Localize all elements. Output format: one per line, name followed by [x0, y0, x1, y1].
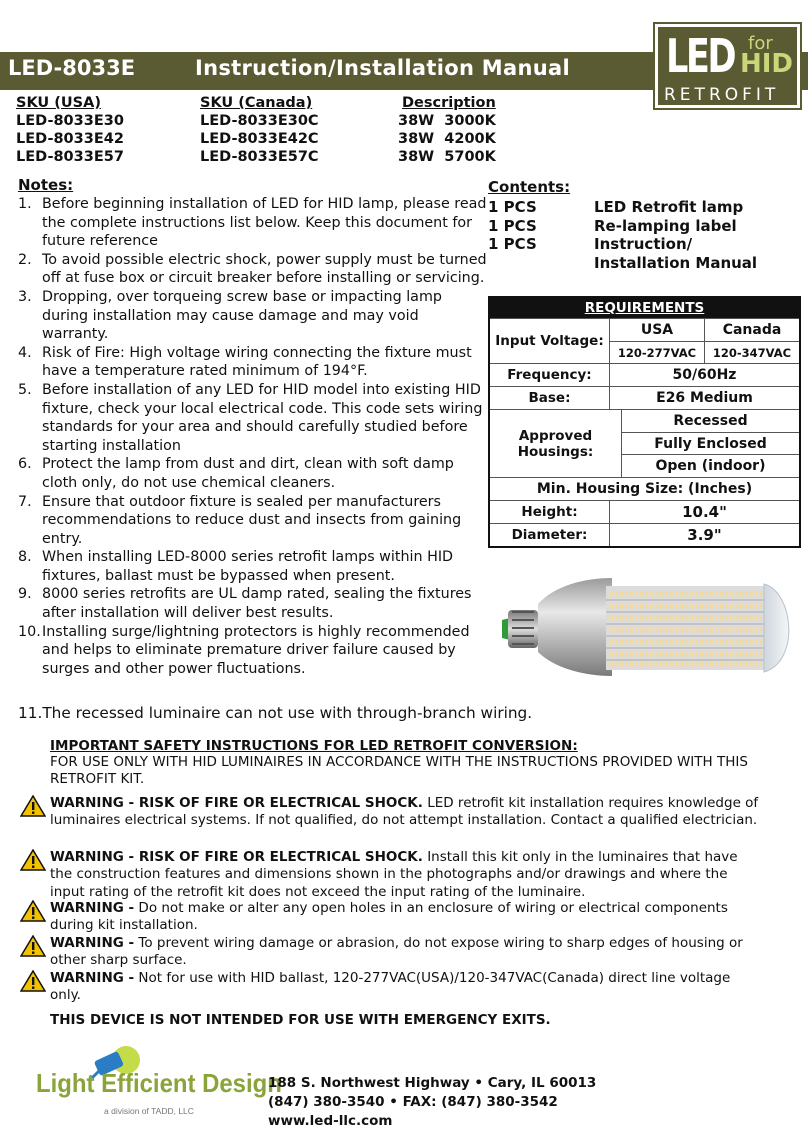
company-website[interactable]: www.led-llc.com: [268, 1113, 393, 1129]
sku-usa-cell: LED-8033E57: [16, 149, 124, 165]
min-housing-size-row: Min. Housing Size: (Inches): [490, 477, 799, 500]
usa-voltage: 120-277VAC: [610, 342, 705, 363]
contents-desc: LED Retrofit lamp: [594, 198, 744, 216]
requirements-table: [488, 296, 801, 548]
warning-triangle-icon: [20, 795, 50, 830]
warning-triangle-icon: [20, 900, 50, 935]
contents-desc: Re-lamping label: [594, 216, 737, 235]
lamp-heatsink-body: [538, 578, 612, 676]
warning-block: [20, 900, 760, 935]
contents-qty: 1 PCS: [488, 198, 537, 216]
warning-heading: WARNING -: [50, 900, 135, 916]
note-text: To avoid possible electric shock, power supply must be turned off at fuse box or circuit breaker before installing or servicing.: [42, 251, 487, 287]
warning-body: LED retrofit kit installation requires knowledge of luminaires electrical systems. If not qualified, do not attempt installation. Contact a qualified electrician.: [50, 795, 759, 829]
model-number: LED-8033E: [8, 56, 136, 80]
contents-qty: [488, 254, 594, 273]
note-item: [18, 288, 488, 344]
note-item: [18, 493, 488, 549]
diameter-value: 3.9": [687, 526, 722, 544]
contents-title: Contents:: [488, 178, 571, 196]
base-value: E26 Medium: [656, 390, 753, 406]
housings-values: [622, 410, 799, 477]
warning-body: Do not make or alter any open holes in an enclosure of wiring or electrical components during kit installation.: [50, 900, 728, 934]
note-number: 7.: [18, 493, 32, 510]
contents-row: [488, 254, 794, 273]
note-item: [18, 585, 488, 622]
warning-heading: WARNING -: [50, 970, 135, 986]
note-text: Installing surge/lightning protectors is highly recommended and helps to eliminate premature driver failure caused by surges and other power fluctuations.: [42, 623, 470, 677]
logo-for-text: for: [748, 33, 773, 54]
sku-canada-cell: LED-8033E30C: [200, 113, 319, 129]
warning-text: [50, 849, 760, 901]
company-phone: (847) 380-3540 • FAX: (847) 380-3542: [268, 1094, 558, 1110]
company-name: Light Efficient Design: [36, 1068, 282, 1098]
warning-block: [20, 970, 760, 1005]
logo-retrofit-text: RETROFIT: [664, 85, 780, 105]
description-header: Description: [402, 95, 496, 111]
note-number: 4.: [18, 344, 32, 361]
height-label: Height:: [490, 501, 610, 523]
base-row: [490, 386, 799, 409]
requirements-title: REQUIREMENTS: [490, 298, 799, 318]
note-text: Dropping, over torqueing screw base or impacting lamp during installation may cause damage and may void warranty.: [42, 288, 442, 343]
warning-triangle-icon: [20, 849, 50, 901]
company-logo: [36, 1044, 282, 1134]
warning-block: [20, 935, 760, 970]
usa-header: USA: [610, 319, 705, 341]
contents-list: [488, 198, 794, 272]
description-cell: 38W 3000K: [398, 113, 496, 129]
warning-text: [50, 970, 760, 1005]
note-item: [18, 251, 488, 288]
sku-usa-header: SKU (USA): [16, 95, 101, 111]
sku-usa-cell: LED-8033E30: [16, 113, 124, 129]
frequency-row: [490, 363, 799, 386]
warning-text: [50, 900, 760, 935]
warning-heading: WARNING -: [50, 935, 135, 951]
warning-triangle-icon: [20, 935, 50, 970]
housings-label: Approved Housings:: [490, 410, 622, 477]
led-retrofit-lamp-image: [494, 572, 804, 682]
housing-fully-enclosed: Fully Enclosed: [622, 433, 799, 456]
contents-row: [488, 198, 794, 217]
contents-desc: Installation Manual: [594, 253, 758, 272]
warning-triangle-icon: [20, 970, 50, 1005]
note-text: 8000 series retrofits are UL damp rated, sealing the fixtures after installation will deliver best results.: [42, 586, 472, 622]
sku-canada-cell: LED-8033E57C: [200, 149, 319, 165]
manual-title: Instruction/Installation Manual: [195, 56, 570, 80]
note-number: 8.: [18, 549, 32, 566]
base-label: Base:: [490, 387, 610, 409]
housings-row: [490, 409, 799, 477]
housing-open: Open (indoor): [655, 458, 766, 475]
logo-hid-text: HID: [740, 49, 794, 79]
note-number: 2.: [18, 251, 32, 268]
frequency-label: Frequency:: [490, 364, 610, 386]
diameter-row: [490, 523, 799, 546]
frequency-value: 50/60Hz: [672, 367, 737, 383]
emergency-exit-notice: THIS DEVICE IS NOT INTENDED FOR USE WITH EMERGENCY EXITS.: [50, 1012, 551, 1028]
warning-body: Install this kit only in the luminaires that have the construction features and dimensions shown in the photographs and/or drawings and where the input rating of the retrofit kit does not exceed the input rating of the luminaire.: [50, 849, 738, 900]
sku-canada-cell: LED-8033E42C: [200, 131, 319, 147]
safety-title: IMPORTANT SAFETY INSTRUCTIONS FOR LED RETROFIT CONVERSION:: [50, 738, 578, 754]
notes-list: [18, 195, 488, 678]
warning-heading: WARNING - RISK OF FIRE OR ELECTRICAL SHOCK.: [50, 795, 423, 811]
warning-body: To prevent wiring damage or abrasion, do not expose wiring to sharp edges of housing or other sharp surface.: [50, 935, 743, 969]
note-item: [18, 195, 488, 251]
lamp-end-cap: [764, 584, 789, 672]
safety-intro: FOR USE ONLY WITH HID LUMINAIRES IN ACCORDANCE WITH THE INSTRUCTIONS PROVIDED WITH THIS RETROFIT KIT.: [50, 754, 748, 787]
note-item: [18, 381, 488, 455]
contents-row: [488, 235, 794, 254]
input-voltage-label: Input Voltage:: [490, 319, 610, 363]
warning-block: [20, 849, 760, 901]
note-item: [18, 548, 488, 585]
warning-body: Not for use with HID ballast, 120-277VAC(USA)/120-347VAC(Canada) direct line voltage only.: [50, 970, 731, 1004]
note-item: [18, 455, 488, 492]
description-cell: 38W 5700K: [398, 149, 496, 165]
contents-desc: Instruction/: [594, 235, 693, 253]
note-text: Before beginning installation of LED for HID lamp, please read the complete instructions list below. Keep this document for future reference: [42, 196, 487, 250]
height-row: [490, 500, 799, 523]
note-text: Protect the lamp from dust and dirt, clean with soft damp cloth only, do not use chemical cleaners.: [42, 456, 454, 491]
canada-voltage: 120-347VAC: [712, 345, 792, 360]
contents-row: [488, 217, 794, 236]
warning-block: [20, 795, 760, 830]
note-number: 6.: [18, 456, 32, 473]
sku-usa-column: [16, 94, 124, 166]
led-for-hid-logo: [655, 24, 800, 108]
company-division: a division of TADD, LLC: [104, 1106, 194, 1116]
company-address-block: [268, 1074, 596, 1131]
note-text: Ensure that outdoor fixture is sealed per manufacturers recommendations to reduce dust and insects from gaining entry.: [42, 493, 462, 547]
note-text: Risk of Fire: High voltage wiring connecting the fixture must have a temperature rated minimum of 194°F.: [42, 344, 472, 380]
logo-led-text: LED: [666, 29, 735, 83]
note-text: When installing LED-8000 series retrofit lamps within HID fixtures, ballast must be bypassed when present.: [42, 549, 454, 584]
note-number: 1.: [18, 196, 32, 212]
warning-text: [50, 935, 760, 970]
note-number: 3.: [18, 288, 32, 305]
note-number: 5.: [18, 381, 32, 398]
note-number: 9.: [18, 586, 32, 603]
sku-canada-header: SKU (Canada): [200, 95, 313, 111]
canada-header: Canada: [722, 322, 782, 338]
sku-canada-column: [200, 94, 319, 166]
sku-usa-cell: LED-8033E42: [16, 131, 124, 147]
input-voltage-values: [610, 319, 799, 363]
description-cell: 38W 4200K: [398, 131, 496, 147]
note-text: Before installation of any LED for HID model into existing HID fixture, check your local electrical code. This code sets wiring standards for your area and should carefully studied before starting installation: [42, 381, 483, 454]
description-column: [398, 94, 496, 166]
input-voltage-row: [490, 318, 799, 363]
note-item: [18, 344, 488, 381]
diameter-label: Diameter:: [490, 524, 610, 546]
company-address: 188 S. Northwest Highway • Cary, IL 60013: [268, 1075, 597, 1091]
warning-text: [50, 795, 760, 830]
notes-title: Notes:: [18, 176, 74, 194]
contents-qty: 1 PCS: [488, 216, 537, 235]
note-number: 10.: [18, 623, 41, 640]
note-item-11: 11.The recessed luminaire can not use with through-branch wiring.: [18, 704, 533, 722]
warning-heading: WARNING - RISK OF FIRE OR ELECTRICAL SHOCK.: [50, 849, 423, 865]
note-item: [18, 623, 488, 679]
contents-qty: 1 PCS: [488, 235, 537, 253]
housing-recessed: Recessed: [622, 410, 799, 433]
height-value: 10.4": [682, 503, 727, 521]
